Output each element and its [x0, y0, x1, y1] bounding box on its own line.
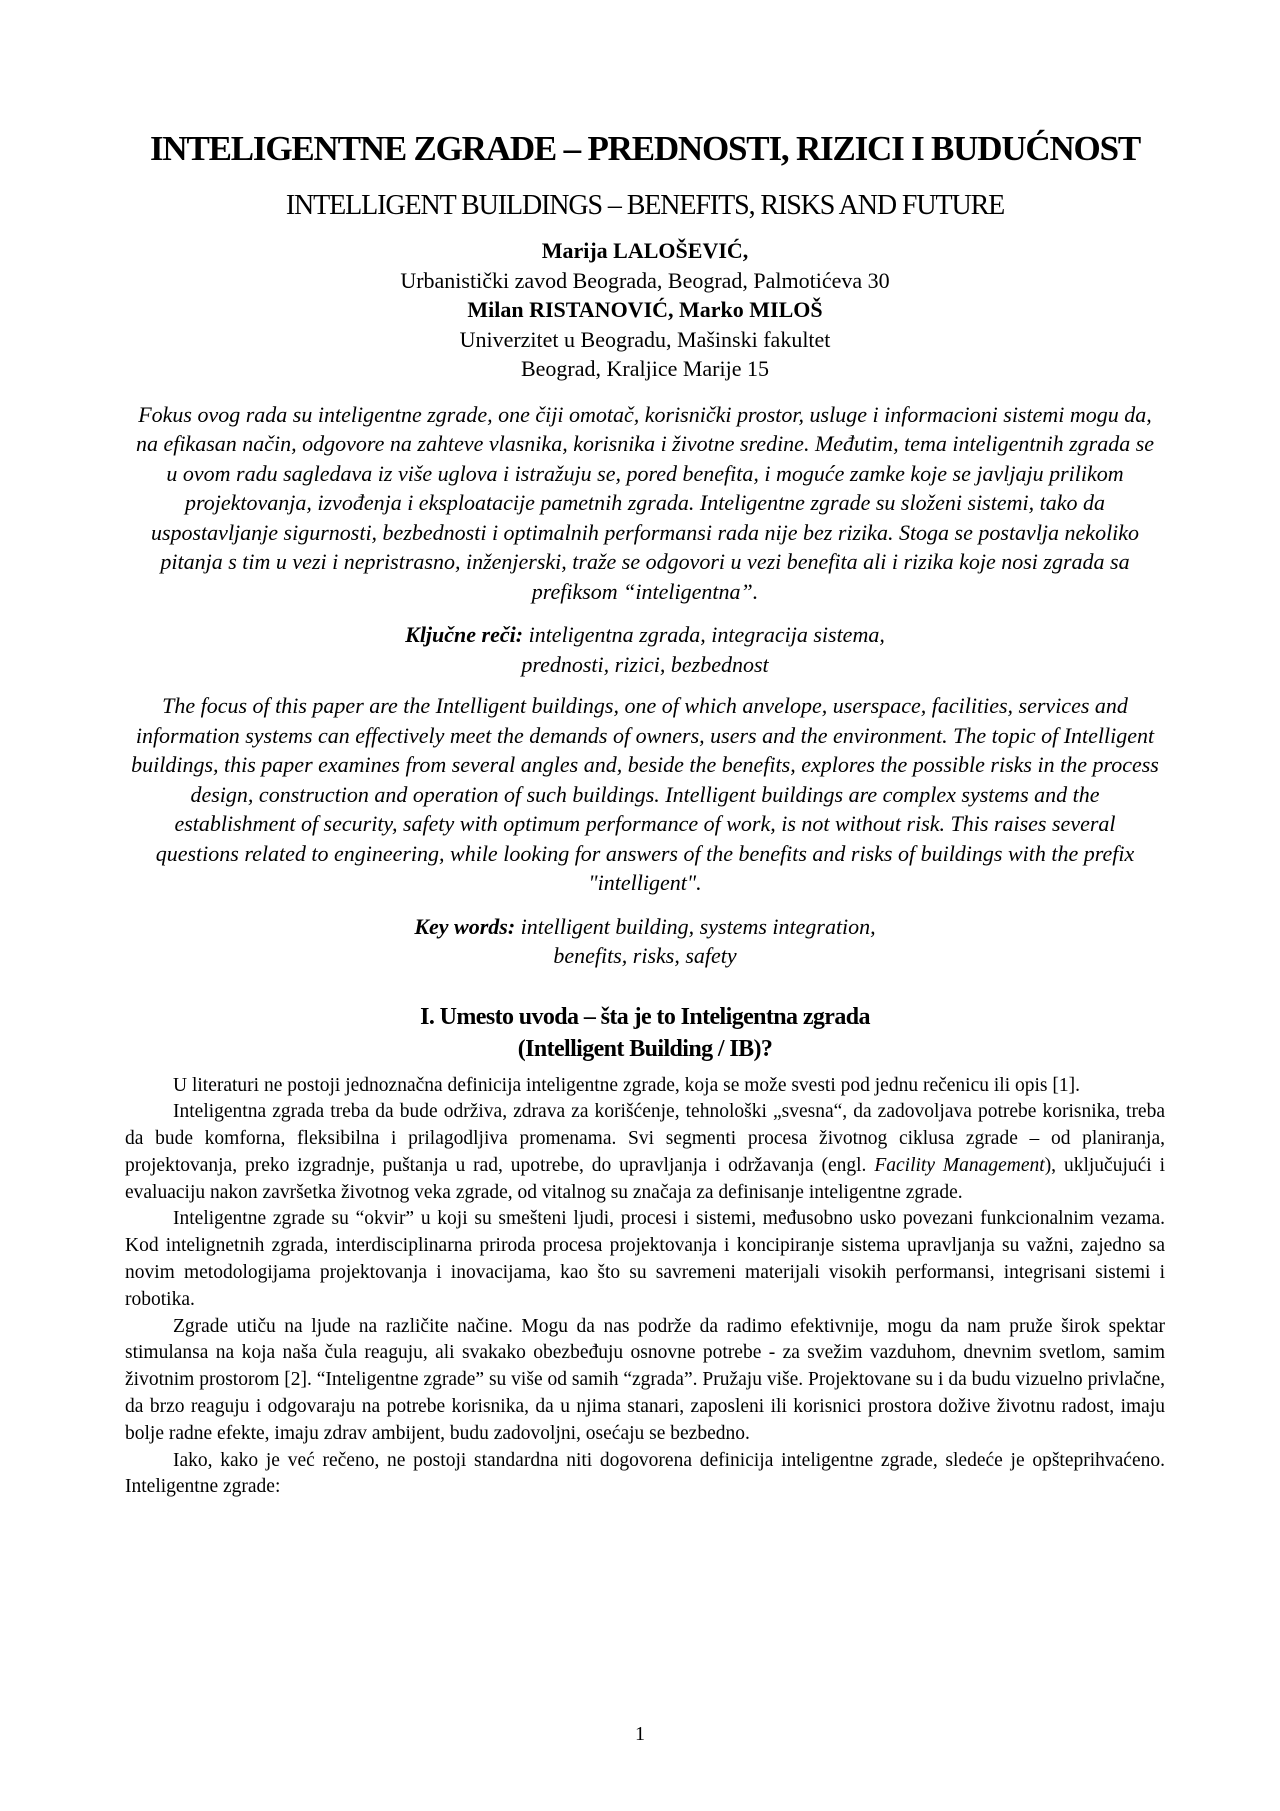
paper-page	[125, 126, 1165, 1501]
keywords-serbian-line2: prednosti, rizici, bezbednost	[521, 651, 769, 677]
paragraph-4: Zgrade utiču na ljude na različite načine. Mogu da nas podrže da radimo efektivnije, mogu da nam pruže širok spektar stimulansa na koja naša čula reaguju, ali svakako obezbeđuju osnovne potrebe - za svežim vazduhom, dnevnim svetlom, samim životnim prostorom [2]. “Inteligentne zgrade” su više od samih “zgrada”. Pružaju više. Projektovane su i da budu vizuelno privlačne, da brzo reaguju i odgovaraju na potrebe korisnika, da u njima stanari, zaposleni ili korisnici prostora dožive životnu radost, imaju bolje radne efekte, imaju zdrav ambijent, budu zadovoljni, osećaju se bezbedno.	[125, 1315, 1165, 1444]
abstract-english: The focus of this paper are the Intelligent buildings, one of which anvelope, userspace, facilities, services and information systems can effectively meet the demands of owners, users and the environment. The topic of Intelligent buildings, this paper examines from several angles and, beside the benefits, explores the possible risks in the process design, construction and operation of such buildings. Intelligent buildings are complex systems and the establishment of security, safety with optimum performance of work, is not without risk. This raises several questions related to engineering, while looking for answers of the benefits and risks of buildings with the prefix "intelligent".	[131, 693, 1159, 895]
keywords-english-label: Key words:	[414, 913, 516, 939]
keywords-english-line1: intelligent building, systems integration,	[520, 913, 876, 939]
section-1-body	[125, 1073, 1165, 1502]
title-serbian: INTELIGENTNE ZGRADE – PREDNOSTI, RIZICI I BUDUĆNOST	[150, 129, 1140, 168]
title-english: INTELLIGENT BUILDINGS – BENEFITS, RISKS AND FUTURE	[285, 190, 1005, 221]
paragraph-2-term: Facility Management	[874, 1154, 1045, 1176]
section-1-heading	[125, 1001, 1165, 1065]
paragraph-1: U literaturi ne postoji jednoznačna definicija inteligentne zgrade, koja se može svesti pod jednu rečenicu ili opis [1].	[173, 1074, 1080, 1096]
author-2-address: Beograd, Kraljice Marije 15	[520, 356, 769, 381]
keywords-english	[125, 912, 1165, 971]
paragraph-2-end: ), uključujući i evaluaciju nakon završetka životnog veka zgrade, od vitalnog su značaja za definisanje inteligentne zgrade.	[125, 1154, 1165, 1203]
section-1-heading-line2: (Intelligent Building / IB)?	[517, 1035, 773, 1062]
author-block	[125, 236, 1165, 384]
abstract-serbian: Fokus ovog rada su inteligentne zgrade, one čiji omotač, korisnički prostor, usluge i informacioni sistemi mogu da, na efikasan način, odgovore na zahteve vlasnika, korisnika i životne sredine. Međutim, tema inteligentnih zgrada se u ovom radu sagledava iz više uglova i istražuju se, pored benefita, i moguće zamke koje se javljaju prilikom projektovanja, izvođenja i eksploatacije pametnih zgrada. Inteligentne zgrade su složeni sistemi, tako da uspostavljanje sigurnosti, bezbednosti i optimalnih performansi rada nije bez rizika. Stoga se postavlja nekoliko pitanja s tim u vezi i nepristrasno, inženjerski, traže se odgovori u vezi benefita ali i rizika koje nosi zgrada sa prefiksom “inteligentna”.	[135, 401, 1155, 604]
keywords-serbian-line1: inteligentna zgrada, integracija sistema,	[528, 622, 885, 647]
author-1-name: Marija LALOŠEVIĆ,	[541, 238, 749, 263]
paragraph-5: Iako, kako je već rečeno, ne postoji standardna niti dogovorena definicija inteligentne zgrade, sledeće je opšteprihvaćeno. Inteligentne zgrade:	[125, 1449, 1165, 1498]
author-2-names: Milan RISTANOVIĆ, Marko MILOŠ	[467, 297, 823, 322]
author-2-affiliation: Univerzitet u Beogradu, Mašinski fakultet	[459, 326, 831, 352]
section-1-heading-line1: I. Umesto uvoda – šta je to Inteligentna zgrada	[420, 1003, 870, 1030]
keywords-english-line2: benefits, risks, safety	[553, 943, 737, 968]
keywords-serbian-label: Ključne reči:	[405, 622, 524, 647]
author-1-affiliation: Urbanistički zavod Beograda, Beograd, Palmotićeva 30	[400, 267, 890, 293]
paragraph-2	[125, 1099, 1165, 1206]
keywords-serbian	[125, 620, 1165, 679]
paragraph-3: Inteligentne zgrade su “okvir” u koji su smešteni ljudi, procesi i sistemi, međusobno usko povezani funkcionalnim vezama. Kod intelignetnih zgrada, interdisciplinarna priroda procesa projektovanja i koncipiranje sistema upravljanja su važni, zajedno sa novim metodologijama projektovanja i inovacijama, kao što su savremeni materijali visokih performansi, integrisani sistemi i robotika.	[125, 1208, 1165, 1310]
paragraph-2-start: Inteligentna zgrada treba da bude održiva, zdrava za korišćenje, tehnološki „svesna“, da zadovoljava potrebe korisnika, treba da bude komforna, fleksibilna i prilagodljiva promenama. Svi segmenti procesa životnog ciklusa zgrade – od planiranja, projektovanja, preko izgradnje, puštanja u rad, upotrebe, do upravljanja i održavanja (engl.	[125, 1101, 1165, 1176]
page-number: 1	[635, 1723, 645, 1745]
